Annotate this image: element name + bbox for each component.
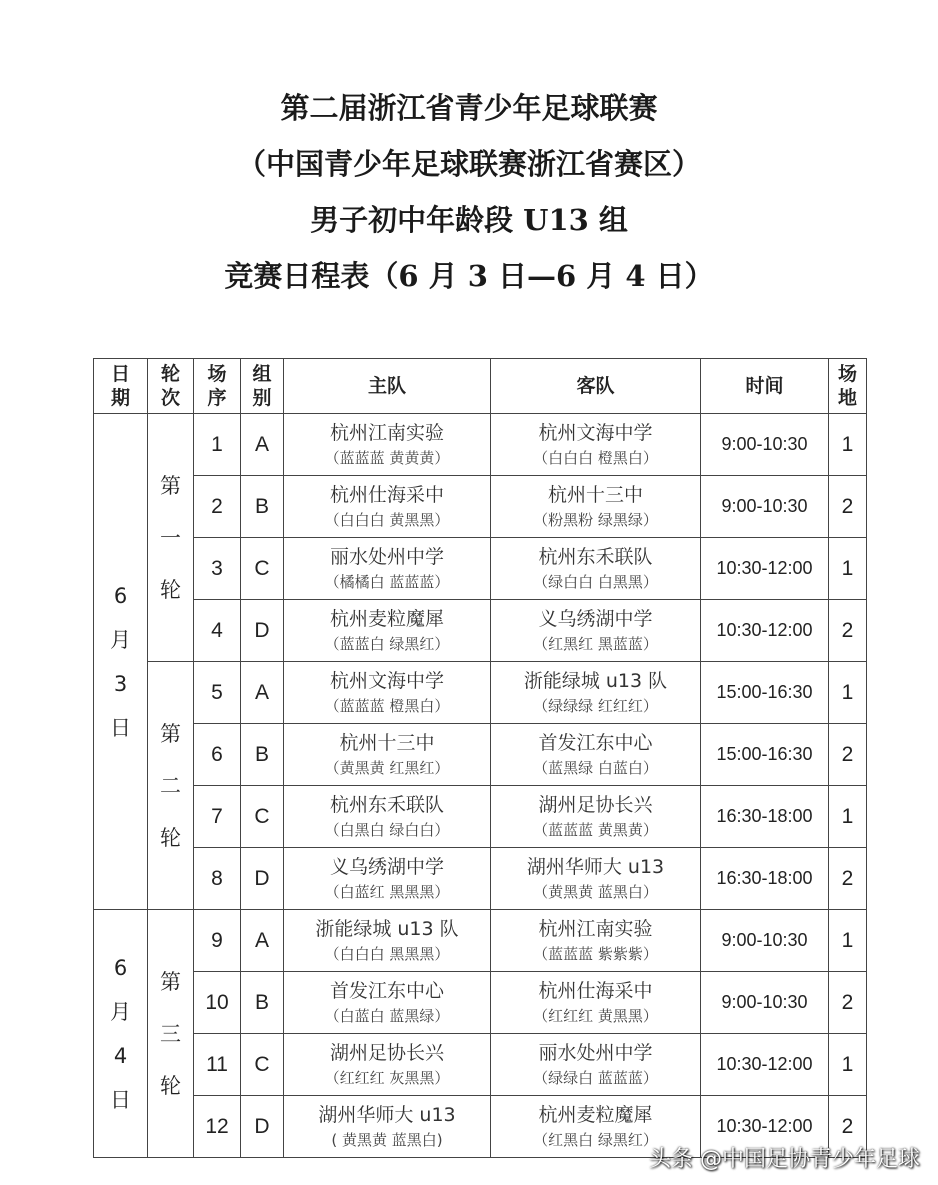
group: A [241, 910, 284, 972]
home-team-kit-colors: （蓝蓝蓝 橙黑白） [324, 696, 450, 715]
away-team [491, 662, 701, 724]
home-team-name: 义乌绣湖中学 [329, 855, 444, 878]
match-time: 9:00-10:30 [701, 476, 829, 538]
home-team-name: 杭州江南实验 [329, 421, 444, 444]
group: C [241, 786, 284, 848]
away-team-name: 首发江东中心 [538, 731, 653, 754]
day-label-char: 6 [113, 955, 128, 980]
away-team-name: 义乌绣湖中学 [538, 607, 653, 630]
away-team [491, 724, 701, 786]
match-number: 9 [194, 910, 241, 972]
header-time [701, 359, 829, 414]
match-time: 16:30-18:00 [701, 848, 829, 910]
home-team-name: 杭州仕海采中 [329, 483, 444, 506]
match-number: 3 [194, 538, 241, 600]
away-team-name: 杭州江南实验 [538, 917, 653, 940]
home-team-kit-colors: （白蓝红 黑黑黑） [324, 882, 450, 901]
header-field [829, 359, 867, 414]
table-header-row [94, 359, 867, 414]
table-row [94, 662, 867, 724]
away-team [491, 786, 701, 848]
watermark: 头条 @中国足协青少年足球 [649, 1147, 920, 1172]
table-row [94, 972, 867, 1034]
header-char: 客队 [576, 375, 615, 397]
home-team-kit-colors: （橘橘白 蓝蓝蓝） [324, 572, 450, 591]
away-team [491, 538, 701, 600]
home-team-kit-colors: ( 黄黑黄 蓝黑白) [331, 1130, 443, 1149]
round-label [148, 414, 194, 662]
home-team-kit-colors: （蓝蓝蓝 黄黄黄） [324, 448, 450, 467]
home-team-name: 湖州华师大 u13 [318, 1103, 456, 1126]
day-label-char: 月 [110, 627, 131, 652]
away-team-name: 丽水处州中学 [538, 1041, 653, 1064]
away-team [491, 1034, 701, 1096]
header-char: 场 [207, 363, 227, 385]
home-team [284, 538, 491, 600]
field-number: 1 [829, 910, 867, 972]
field-number: 1 [829, 538, 867, 600]
day-label-char: 6 [113, 583, 128, 608]
table-row [94, 414, 867, 476]
home-team [284, 724, 491, 786]
home-team-kit-colors: （白蓝白 蓝黑绿） [324, 1006, 450, 1025]
home-team [284, 1034, 491, 1096]
away-team-kit-colors: （白白白 橙黑白） [533, 448, 658, 467]
away-team-kit-colors: （黄黑黄 蓝黑白） [533, 882, 658, 901]
group: D [241, 848, 284, 910]
home-team [284, 848, 491, 910]
field-number: 1 [829, 414, 867, 476]
match-time: 10:30-12:00 [701, 1034, 829, 1096]
home-team [284, 786, 491, 848]
match-time: 10:30-12:00 [701, 538, 829, 600]
home-team-kit-colors: （白白白 黑黑黑） [324, 944, 450, 963]
day-label-char: 日 [110, 1087, 131, 1112]
away-team-name: 杭州仕海采中 [538, 979, 653, 1002]
round-label-char: 轮 [160, 1073, 181, 1098]
home-team [284, 972, 491, 1034]
group: B [241, 972, 284, 1034]
day-label [94, 414, 148, 910]
group: C [241, 538, 284, 600]
header-char: 期 [110, 387, 130, 409]
home-team-kit-colors: （蓝蓝白 绿黑红） [324, 634, 450, 653]
away-team [491, 600, 701, 662]
header-match-no [194, 359, 241, 414]
header-char: 日 [110, 363, 130, 385]
away-team-kit-colors: （蓝蓝蓝 黄黑黄） [533, 820, 658, 839]
home-team-kit-colors: （红红红 灰黑黑） [324, 1068, 450, 1087]
match-time: 15:00-16:30 [701, 662, 829, 724]
match-number: 10 [194, 972, 241, 1034]
away-team-kit-colors: （红红红 黄黑黑） [533, 1006, 658, 1025]
round-label-char: 二 [160, 773, 181, 798]
field-number: 2 [829, 848, 867, 910]
match-number: 12 [194, 1096, 241, 1158]
match-number: 2 [194, 476, 241, 538]
field-number: 2 [829, 724, 867, 786]
round-label-char: 一 [160, 525, 181, 550]
field-number: 2 [829, 600, 867, 662]
away-team [491, 848, 701, 910]
home-team-name: 湖州足协长兴 [329, 1041, 444, 1064]
group: A [241, 662, 284, 724]
away-team [491, 476, 701, 538]
match-number: 1 [194, 414, 241, 476]
away-team-name: 杭州东禾联队 [538, 545, 653, 568]
group: B [241, 476, 284, 538]
away-team-name: 浙能绿城 u13 队 [523, 669, 668, 692]
schedule-table [93, 358, 867, 1158]
title-line-3: 男子初中年龄段 U13 组 [310, 203, 628, 237]
round-label-char: 三 [160, 1021, 181, 1046]
away-team-kit-colors: （蓝黑绿 白蓝白） [533, 758, 658, 777]
day-label-char: 日 [110, 715, 131, 740]
home-team-name: 杭州文海中学 [329, 669, 444, 692]
round-label-char: 第 [160, 969, 181, 994]
header-char: 地 [837, 387, 857, 409]
match-time: 10:30-12:00 [701, 600, 829, 662]
away-team [491, 972, 701, 1034]
match-number: 4 [194, 600, 241, 662]
table-row [94, 538, 867, 600]
group: B [241, 724, 284, 786]
away-team [491, 910, 701, 972]
match-time: 9:00-10:30 [701, 414, 829, 476]
round-label-char: 轮 [160, 825, 181, 850]
round-label [148, 662, 194, 910]
table-row [94, 910, 867, 972]
table-row [94, 848, 867, 910]
day-label [94, 910, 148, 1158]
home-team-name: 杭州东禾联队 [329, 793, 444, 816]
match-time: 9:00-10:30 [701, 910, 829, 972]
day-label-char: 3 [113, 671, 128, 696]
home-team-name: 杭州麦粒魔犀 [329, 607, 444, 630]
away-team-kit-colors: （红黑红 黑蓝蓝） [533, 634, 658, 653]
day-label-char: 月 [110, 999, 131, 1024]
field-number: 2 [829, 1096, 867, 1158]
away-team-kit-colors: （红黑白 绿黑红） [533, 1130, 658, 1149]
match-time: 16:30-18:00 [701, 786, 829, 848]
header-char: 轮 [160, 363, 180, 385]
document-title [0, 80, 938, 304]
home-team-kit-colors: （黄黑黄 红黑红） [324, 758, 450, 777]
header-group [241, 359, 284, 414]
header-away-team [491, 359, 701, 414]
match-number: 6 [194, 724, 241, 786]
round-label [148, 910, 194, 1158]
match-number: 5 [194, 662, 241, 724]
round-label-char: 第 [160, 721, 181, 746]
round-label-char: 轮 [160, 577, 181, 602]
table-row [94, 476, 867, 538]
header-round [148, 359, 194, 414]
header-home-team [284, 359, 491, 414]
header-char: 时间 [745, 375, 784, 397]
table-row [94, 1034, 867, 1096]
header-char: 主队 [367, 375, 406, 397]
away-team-name: 湖州足协长兴 [538, 793, 653, 816]
group: D [241, 1096, 284, 1158]
home-team-kit-colors: （白白白 黄黑黑） [324, 510, 450, 529]
field-number: 1 [829, 786, 867, 848]
header-char: 次 [160, 387, 180, 409]
away-team-kit-colors: （绿白白 白黑黑） [533, 572, 658, 591]
field-number: 1 [829, 1034, 867, 1096]
away-team-name: 杭州麦粒魔犀 [538, 1103, 653, 1126]
field-number: 2 [829, 476, 867, 538]
home-team [284, 476, 491, 538]
field-number: 1 [829, 662, 867, 724]
home-team [284, 910, 491, 972]
home-team [284, 600, 491, 662]
table-row [94, 786, 867, 848]
match-time: 15:00-16:30 [701, 724, 829, 786]
match-number: 11 [194, 1034, 241, 1096]
away-team-kit-colors: （粉黑粉 绿黑绿） [533, 510, 658, 529]
match-time: 10:30-12:00 [701, 1096, 829, 1158]
home-team-kit-colors: （白黑白 绿白白） [324, 820, 450, 839]
match-number: 7 [194, 786, 241, 848]
home-team-name: 丽水处州中学 [329, 545, 444, 568]
header-char: 别 [252, 387, 272, 409]
home-team [284, 662, 491, 724]
table-row [94, 600, 867, 662]
title-line-4: 竞赛日程表（6 月 3 日—6 月 4 日） [224, 259, 714, 293]
away-team-name: 杭州十三中 [547, 483, 643, 506]
home-team [284, 1096, 491, 1158]
home-team-name: 杭州十三中 [339, 731, 435, 754]
group: D [241, 600, 284, 662]
group: C [241, 1034, 284, 1096]
title-line-1: 第二届浙江省青少年足球联赛 [280, 91, 658, 125]
home-team [284, 414, 491, 476]
away-team-kit-colors: （绿绿绿 红红红） [533, 696, 658, 715]
away-team-kit-colors: （蓝蓝蓝 紫紫紫） [533, 944, 658, 963]
round-label-char: 第 [160, 473, 181, 498]
away-team-kit-colors: （绿绿白 蓝蓝蓝） [533, 1068, 658, 1087]
header-char: 序 [207, 387, 227, 409]
away-team-name: 杭州文海中学 [538, 421, 653, 444]
away-team [491, 414, 701, 476]
match-number: 8 [194, 848, 241, 910]
day-label-char: 4 [113, 1043, 128, 1068]
header-date [94, 359, 148, 414]
match-time: 9:00-10:30 [701, 972, 829, 1034]
away-team-name: 湖州华师大 u13 [526, 855, 665, 878]
home-team-name: 浙能绿城 u13 队 [315, 917, 459, 940]
title-line-2: （中国青少年足球联赛浙江省赛区） [236, 147, 701, 181]
group: A [241, 414, 284, 476]
home-team-name: 首发江东中心 [329, 979, 444, 1002]
header-char: 组 [252, 363, 272, 385]
field-number: 2 [829, 972, 867, 1034]
table-row [94, 724, 867, 786]
header-char: 场 [837, 363, 857, 385]
